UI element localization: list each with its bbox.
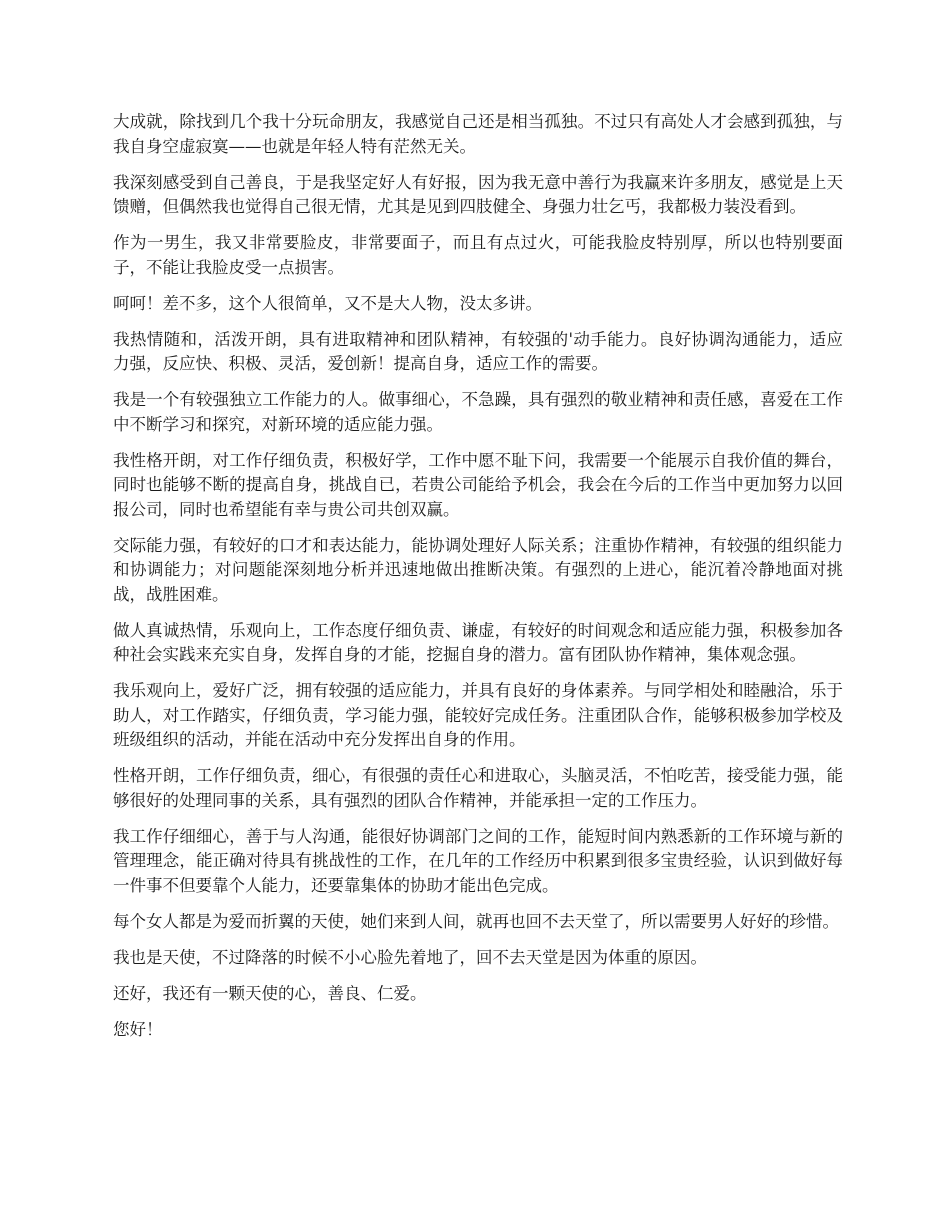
paragraph: 还好，我还有一颗天使的心，善良、仁爱。 <box>113 983 427 1003</box>
paragraph: 作为一男生，我又非常要脸皮，非常要面子，而且有点过火，可能我脸皮特别厚，所以也特别要面子，不能让我脸皮受一点损害。 <box>113 233 843 277</box>
paragraph: 我也是天使，不过降落的时候不小心脸先着地了，回不去天堂是因为体重的原因。 <box>113 947 707 967</box>
paragraph: 我深刻感受到自己善良，于是我坚定好人有好报，因为我无意中善行为我赢来许多朋友，感觉是上天馈赠，但偶然我也觉得自己很无情，尤其是见到四肢健全、身强力壮乞丐，我都极力装没看到。 <box>113 172 843 216</box>
paragraph: 我是一个有较强独立工作能力的人。做事细心，不急躁，具有强烈的敬业精神和责任感，喜爱在工作中不断学习和探究，对新环境的适应能力强。 <box>113 390 843 434</box>
paragraph: 呵呵！差不多，这个人很简单，又不是大人物，没太多讲。 <box>113 293 542 313</box>
paragraph: 我性格开朗，对工作仔细负责，积极好学，工作中愿不耻下问，我需要一个能展示自我价值的舞台，同时也能够不断的提高自身，挑战自已，若贵公司能给予机会，我会在今后的工作当中更加努力以回报公司，同时也希望能有幸与贵公司共创双赢。 <box>113 450 843 519</box>
paragraph: 交际能力强，有较好的口才和表达能力，能协调处理好人际关系；注重协作精神，有较强的组织能力和协调能力；对问题能深刻地分析并迅速地做出推断决策。有强烈的上进心，能沉着冷静地面对挑战，战胜困难。 <box>113 535 843 604</box>
paragraph: 您好！ <box>113 1019 163 1039</box>
document-body <box>113 110 843 1054</box>
paragraph: 我热情随和，活泼开朗，具有进取精神和团队精神，有较强的'动手能力。良好协调沟通能力，适应力强，反应快、积极、灵活，爱创新！提高自身，适应工作的需要。 <box>113 329 843 373</box>
paragraph: 性格开朗，工作仔细负责，细心，有很强的责任心和进取心，头脑灵活，不怕吃苦，接受能力强，能够很好的处理同事的关系，具有强烈的团队合作精神，并能承担一定的工作压力。 <box>113 766 843 810</box>
paragraph: 每个女人都是为爱而折翼的天使，她们来到人间，就再也回不去天堂了，所以需要男人好好的珍惜。 <box>113 911 839 931</box>
paragraph: 大成就，除找到几个我十分玩命朋友，我感觉自己还是相当孤独。不过只有高处人才会感到孤独，与我自身空虚寂寞——也就是年轻人特有茫然无关。 <box>113 112 843 156</box>
paragraph: 我工作仔细细心，善于与人沟通，能很好协调部门之间的工作，能短时间内熟悉新的工作环境与新的管理理念，能正确对待具有挑战性的工作，在几年的工作经历中积累到很多宝贵经验，认识到做好每一件事不但要靠个人能力，还要靠集体的协助才能出色完成。 <box>113 826 843 895</box>
paragraph: 做人真诚热情，乐观向上，工作态度仔细负责、谦虚，有较好的时间观念和适应能力强，积极参加各种社会实践来充实自身，发挥自身的才能，挖掘自身的潜力。富有团队协作精神，集体观念强。 <box>113 620 843 664</box>
paragraph: 我乐观向上，爱好广泛，拥有较强的适应能力，并具有良好的身体素养。与同学相处和睦融洽，乐于助人，对工作踏实，仔细负责，学习能力强，能较好完成任务。注重团队合作，能够积极参加学校及班级组织的活动，并能在活动中充分发挥出自身的作用。 <box>113 681 843 749</box>
